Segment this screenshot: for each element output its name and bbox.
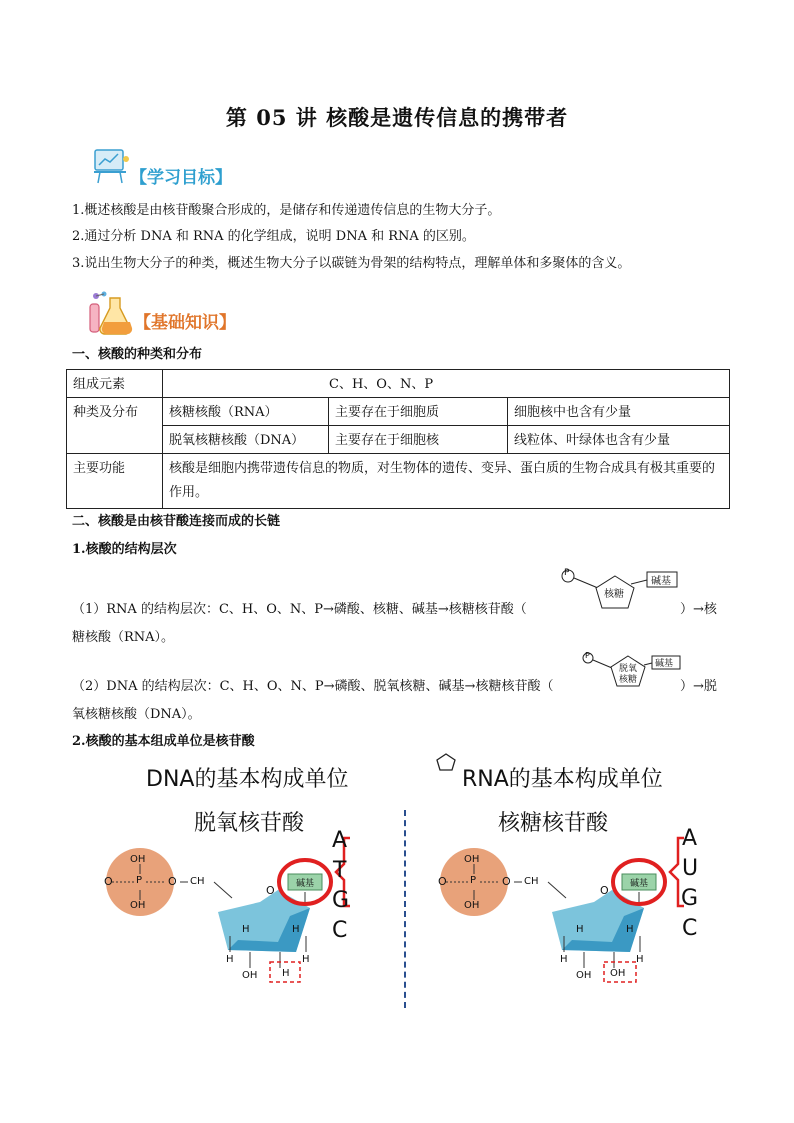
rna-diagram-subtitle: 核糖核苷酸 [498,811,609,836]
divider-line [404,810,406,1008]
oh-label: OH [242,970,258,981]
rna-nucleotide-mini-diagram [558,566,684,614]
objectives-icon [90,147,132,185]
rna-base-C: C [682,916,698,941]
dna-base-T: T [333,858,347,883]
table-cell: 脱氧核糖核酸（DNA） [163,426,329,454]
h-label: H [560,954,568,965]
dna-base-A: A [332,828,348,853]
table-cell: 线粒体、叶绿体也含有少量 [508,426,730,454]
mini-sugar-label: 核糖 [619,675,638,685]
page-title: 第 05 讲 核酸是遗传信息的携带者 [225,105,569,130]
dna-structure-line-a: （2）DNA 的结构层次：C、H、O、N、P→磷酸、脱氧核糖、碱基→核糖核苷酸（ [72,679,554,694]
base-label: 碱基 [296,879,315,889]
dna-nucleotide-structure [100,832,400,1012]
table-cell: 种类及分布 [67,398,163,454]
dna-diagram-subtitle: 脱氧核苷酸 [194,811,305,836]
section-2-heading: 二、核酸是由核苷酸连接而成的长链 [72,514,281,529]
oh-label: OH [576,970,592,981]
ring-o-label: O [600,884,609,897]
section-1-heading: 一、核酸的种类和分布 [72,347,203,362]
oh-box-label: OH [610,968,626,979]
h-label: H [302,954,310,965]
h-box-label: H [282,968,290,979]
dna-base-G: G [332,888,350,913]
dna-structure-line-b: ）→脱 [680,679,717,694]
nucleotide-diagram [70,752,730,1012]
rna-diagram-title: RNA的基本构成单位 [462,767,663,792]
dna-structure-line-c: 氧核糖核酸（DNA）。 [72,707,201,722]
o-right-label: O [168,875,177,888]
mini-sugar-label: 脱氧 [619,664,638,674]
table-cell: 主要功能 [67,454,163,509]
basic-unit-heading: 2.核酸的基本组成单位是核苷酸 [72,734,255,749]
table-cell: 主要存在于细胞质 [329,398,508,426]
objective-item-3: 3.说出生物大分子的种类，概述生物大分子以碳链为骨架的结构特点，理解单体和多聚体的含义。 [72,256,631,271]
mini-p-label: P [585,651,590,660]
o-left-label: O [104,875,113,888]
basics-heading: 【基础知识】 [134,313,236,333]
base-label: 碱基 [630,879,649,889]
mini-p-label: P [564,568,570,578]
flask-icon [86,290,134,336]
p-label: P [470,875,477,886]
table-cell: 核糖核酸（RNA） [163,398,329,426]
ring-o-label: O [266,884,275,897]
nucleic-acid-table [66,369,730,509]
mini-base-label: 碱基 [651,576,671,587]
objective-item-1: 1.概述核酸是由核苷酸聚合形成的，是储存和传递遗传信息的生物大分子。 [72,203,501,218]
h-label: H [292,924,300,935]
mini-sugar-label: 核糖 [604,589,624,600]
objective-item-2: 2.通过分析 DNA 和 RNA 的化学组成，说明 DNA 和 RNA 的区别。 [72,229,475,244]
table-cell: 主要存在于细胞核 [329,426,508,454]
dna-base-C: C [332,918,348,943]
o-right-label: O [502,875,511,888]
structure-levels-heading: 1.核酸的结构层次 [72,542,177,557]
rna-structure-line-b: ）→核 [680,602,717,617]
o-bottom-label: OH [130,900,146,911]
p-label: P [136,875,143,886]
dna-diagram-title: DNA的基本构成单位 [146,767,349,792]
rna-structure-line-a: （1）RNA 的结构层次：C、H、O、N、P→磷酸、核糖、碱基→核糖核苷酸（ [72,602,527,617]
h-label: H [626,924,634,935]
table-cell: 核酸是细胞内携带遗传信息的物质，对生物体的遗传、变异、蛋白质的生物合成具有极其重要的作用。 [163,454,730,509]
h-label: H [636,954,644,965]
dna-nucleotide-mini-diagram [578,650,684,690]
o-top-label: OH [130,854,146,865]
h-label: H [576,924,584,935]
rna-base-U: U [682,856,699,881]
table-cell: C、H、O、N、P [163,370,730,398]
table-cell: 细胞核中也含有少量 [508,398,730,426]
objectives-heading: 【学习目标】 [130,168,232,188]
h-label: H [226,954,234,965]
pentagon-icon [435,752,457,772]
rna-structure-line-c: 糖核酸（RNA）。 [72,630,175,645]
o-top-label: OH [464,854,480,865]
o-bottom-label: OH [464,900,480,911]
o-left-label: O [438,875,447,888]
ch2-label: CH [524,876,539,887]
rna-base-G: G [681,886,699,911]
mini-base-label: 碱基 [655,659,674,669]
ch2-label: CH [190,876,205,887]
table-cell: 组成元素 [67,370,163,398]
h-label: H [242,924,250,935]
rna-base-A: A [682,826,698,851]
